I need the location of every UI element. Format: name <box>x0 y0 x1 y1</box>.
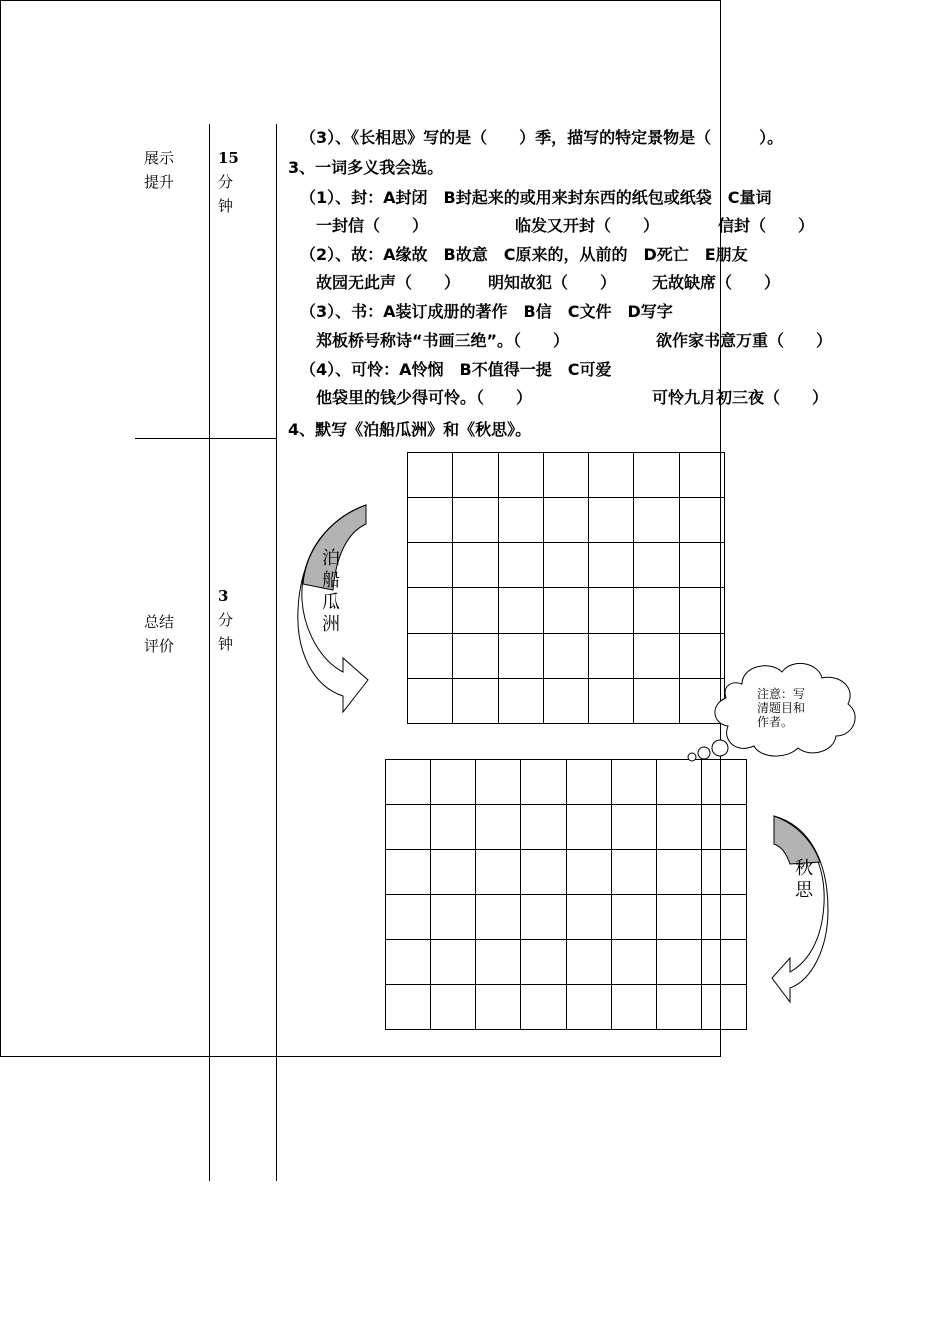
grid-cell[interactable] <box>701 985 746 1030</box>
grid-cell[interactable] <box>701 895 746 940</box>
grid-cell[interactable] <box>543 633 588 678</box>
grid-cell[interactable] <box>589 543 634 588</box>
grid-cell[interactable] <box>408 498 453 543</box>
grid-cell[interactable] <box>566 850 611 895</box>
grid-cell[interactable] <box>589 588 634 633</box>
grid-cell[interactable] <box>701 805 746 850</box>
grid-cell[interactable] <box>589 633 634 678</box>
blank-item: 欲作家书意万重（ ） <box>656 331 833 350</box>
grid-cell[interactable] <box>566 895 611 940</box>
grid-cell[interactable] <box>611 850 656 895</box>
grid-cell[interactable] <box>476 940 521 985</box>
grid-cell[interactable] <box>386 760 431 805</box>
grid-cell[interactable] <box>566 760 611 805</box>
table-divider <box>276 124 277 1181</box>
grid-cell[interactable] <box>611 985 656 1030</box>
grid-cell[interactable] <box>498 498 543 543</box>
arrow-label-right: 秋 思 <box>795 858 813 901</box>
grid-cell[interactable] <box>453 453 498 498</box>
definition-text: （4）、可怜：A怜悯 B不值得一提 C可爱 <box>300 360 612 379</box>
grid-cell[interactable] <box>431 805 476 850</box>
grid-cell[interactable] <box>656 850 701 895</box>
grid-cell[interactable] <box>566 940 611 985</box>
grid-cell[interactable] <box>408 543 453 588</box>
grid-cell[interactable] <box>543 498 588 543</box>
grid-cell[interactable] <box>521 985 566 1030</box>
definition-text: （3）、书：A装订成册的著作 B信 C文件 D写字 <box>300 302 673 321</box>
blank-item: 临发又开封（ ） <box>515 216 660 235</box>
grid-cell[interactable] <box>408 588 453 633</box>
grid-cell[interactable] <box>611 760 656 805</box>
blank-item: 他袋里的钱少得可怜。（ ） <box>316 388 533 407</box>
grid-cell[interactable] <box>386 940 431 985</box>
grid-cell[interactable] <box>498 633 543 678</box>
curved-arrow-right <box>768 812 830 1008</box>
grid-cell[interactable] <box>521 805 566 850</box>
grid-cell[interactable] <box>498 543 543 588</box>
stage-label: 总结 评价 <box>144 613 175 655</box>
grid-cell[interactable] <box>453 588 498 633</box>
grid-cell[interactable] <box>453 543 498 588</box>
grid-cell[interactable] <box>589 678 634 723</box>
grid-cell[interactable] <box>656 940 701 985</box>
grid-cell[interactable] <box>498 678 543 723</box>
question-title: 3、一词多义我会选。 <box>288 158 444 177</box>
grid-cell[interactable] <box>453 633 498 678</box>
grid-cell[interactable] <box>679 453 724 498</box>
grid-cell[interactable] <box>701 940 746 985</box>
grid-cell[interactable] <box>634 678 679 723</box>
stage-label: 展示 提升 <box>144 149 175 191</box>
grid-cell[interactable] <box>386 895 431 940</box>
grid-cell[interactable] <box>431 850 476 895</box>
grid-cell[interactable] <box>656 985 701 1030</box>
grid-cell[interactable] <box>386 985 431 1030</box>
grid-cell[interactable] <box>498 588 543 633</box>
grid-cell[interactable] <box>386 850 431 895</box>
grid-cell[interactable] <box>431 940 476 985</box>
blank-item: 明知故犯（ ） <box>488 273 617 292</box>
grid-cell[interactable] <box>634 543 679 588</box>
grid-cell[interactable] <box>453 678 498 723</box>
grid-cell[interactable] <box>679 588 724 633</box>
grid-cell[interactable] <box>453 498 498 543</box>
time-label: 15 分 钟 <box>218 149 239 215</box>
time-label: 3 分 钟 <box>218 587 234 653</box>
grid-cell[interactable] <box>611 895 656 940</box>
grid-cell[interactable] <box>701 850 746 895</box>
grid-cell[interactable] <box>476 985 521 1030</box>
grid-cell[interactable] <box>543 588 588 633</box>
grid-cell[interactable] <box>521 850 566 895</box>
grid-cell[interactable] <box>498 453 543 498</box>
blank-item: 可怜九月初三夜（ ） <box>652 388 829 407</box>
grid-cell[interactable] <box>521 940 566 985</box>
table-divider <box>209 124 210 1181</box>
grid-cell[interactable] <box>589 498 634 543</box>
grid-cell[interactable] <box>543 678 588 723</box>
row-divider <box>135 438 277 439</box>
definition-text: （1）、封：A封闭 B封起来的或用来封东西的纸包或纸袋 C量词 <box>300 188 772 207</box>
grid-cell[interactable] <box>431 760 476 805</box>
grid-cell[interactable] <box>476 850 521 895</box>
grid-cell[interactable] <box>634 588 679 633</box>
grid-cell[interactable] <box>521 895 566 940</box>
grid-cell[interactable] <box>656 805 701 850</box>
grid-cell[interactable] <box>408 453 453 498</box>
grid-cell[interactable] <box>656 895 701 940</box>
writing-grid-lower[interactable] <box>385 759 747 1030</box>
arrow-label-left: 泊 船 瓜 洲 <box>322 548 340 635</box>
grid-cell[interactable] <box>431 895 476 940</box>
grid-cell[interactable] <box>476 760 521 805</box>
grid-cell[interactable] <box>566 985 611 1030</box>
grid-cell[interactable] <box>386 805 431 850</box>
blank-item: 无故缺席（ ） <box>652 273 781 292</box>
writing-grid-upper[interactable] <box>407 452 725 724</box>
grid-cell[interactable] <box>634 453 679 498</box>
definition-text: （2）、故：A缘故 B故意 C原来的，从前的 D死亡 E朋友 <box>300 245 748 264</box>
grid-cell[interactable] <box>521 760 566 805</box>
grid-cell[interactable] <box>656 760 701 805</box>
grid-cell[interactable] <box>476 895 521 940</box>
grid-cell[interactable] <box>634 633 679 678</box>
grid-cell[interactable] <box>611 805 656 850</box>
grid-cell[interactable] <box>701 760 746 805</box>
grid-cell[interactable] <box>634 498 679 543</box>
grid-cell[interactable] <box>611 940 656 985</box>
question-title: 4、默写《泊船瓜洲》和《秋思》。 <box>288 420 532 439</box>
grid-cell[interactable] <box>679 498 724 543</box>
grid-cell[interactable] <box>543 453 588 498</box>
blank-item: 郑板桥号称诗“书画三绝”。（ ） <box>316 331 570 350</box>
grid-cell[interactable] <box>408 678 453 723</box>
grid-cell[interactable] <box>431 985 476 1030</box>
grid-cell[interactable] <box>679 543 724 588</box>
blank-item: 信封（ ） <box>718 216 815 235</box>
grid-cell[interactable] <box>543 543 588 588</box>
grid-cell[interactable] <box>476 805 521 850</box>
blank-item: 故园无此声（ ） <box>316 273 461 292</box>
question-text: （3）、《长相思》写的是（ ）季，描写的特定景物是（ ）。 <box>300 128 784 147</box>
grid-cell[interactable] <box>589 453 634 498</box>
blank-item: 一封信（ ） <box>316 216 429 235</box>
cloud-note: 注意：写 清题目和 作者。 <box>757 687 806 729</box>
grid-cell[interactable] <box>566 805 611 850</box>
grid-cell[interactable] <box>408 633 453 678</box>
